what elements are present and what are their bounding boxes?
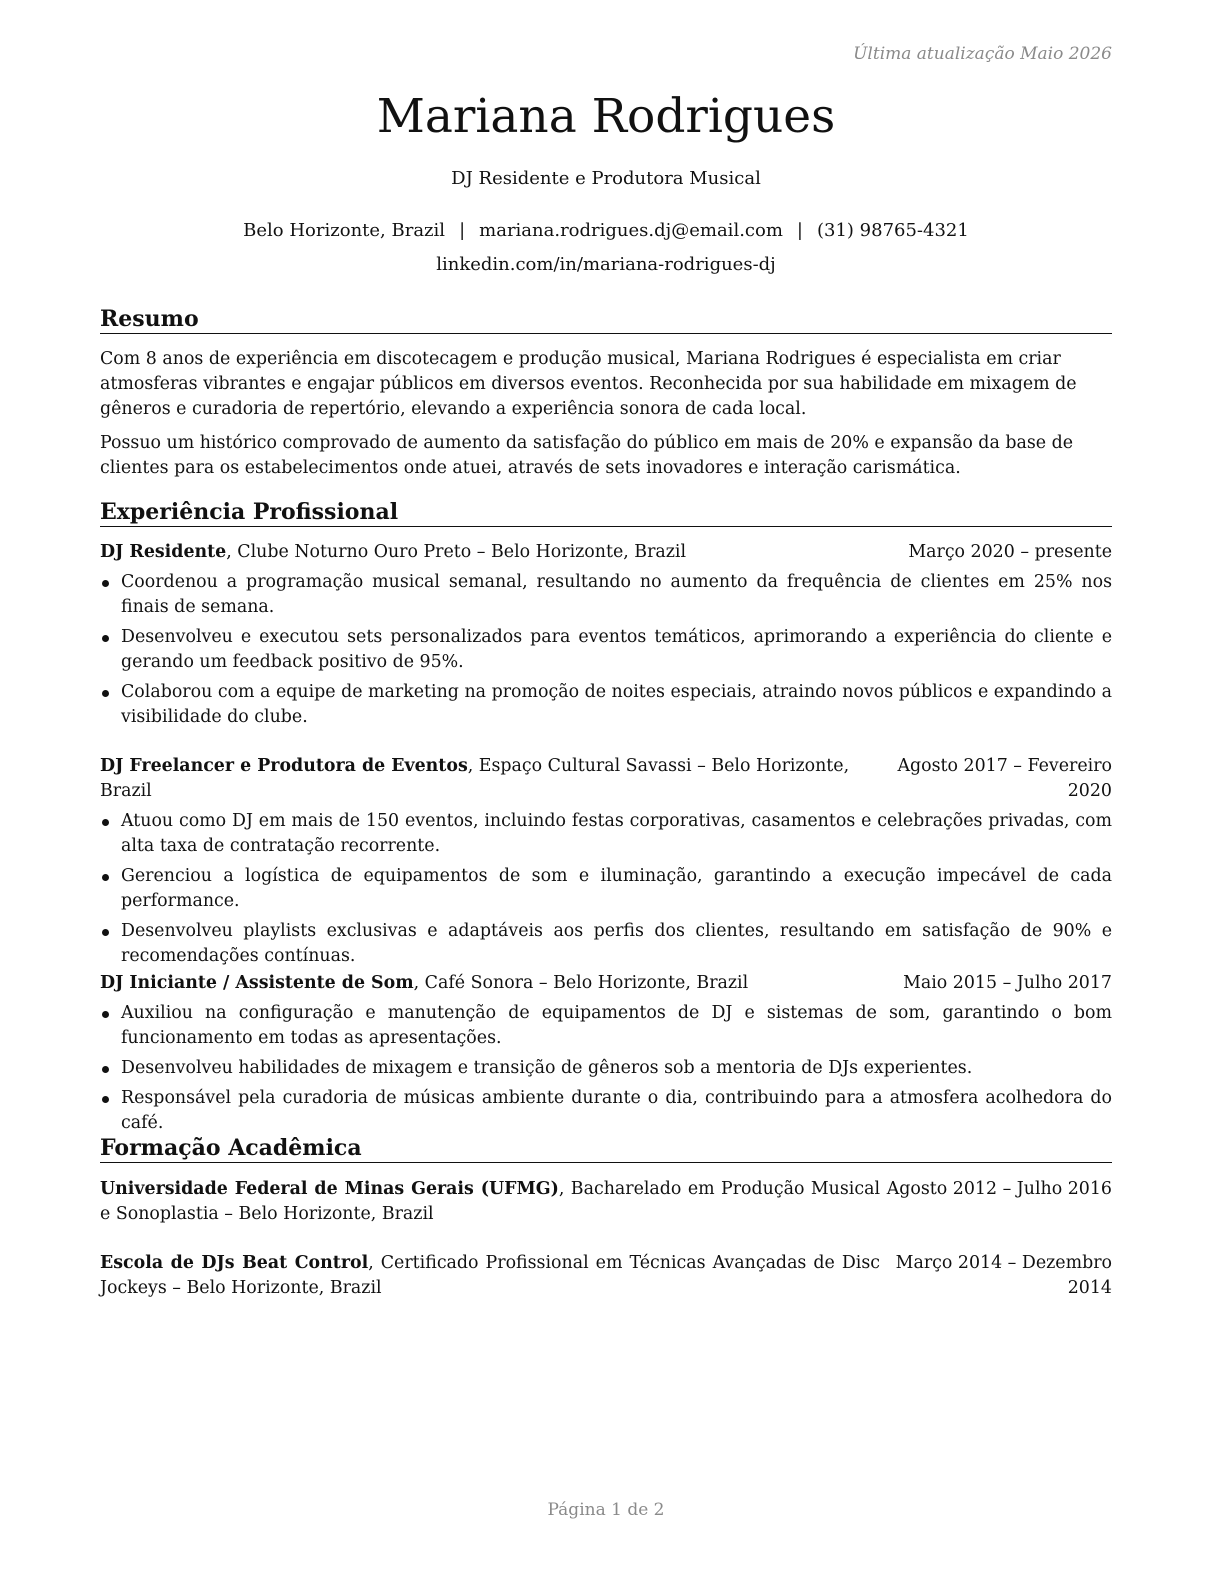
section-title-education: Formação Acadêmica [100,1134,1112,1163]
location: Belo Horizonte, Brazil [243,220,446,241]
school-name: Escola de DJs Beat Control [100,1253,369,1273]
education-dates: Março 2014 – Dezembro 2014 [895,1253,1112,1298]
bullet-text: Gerenciou a logística de equipamentos de som e iluminação, garantindo a execução impecável de cada performance. [121,866,1112,911]
school-name: Universidade Federal de Minas Gerais (UFMG) [100,1179,559,1199]
bullet-text: Auxiliou na configuração e manutenção de equipamentos de DJ e sistemas de som, garantindo o bom funcionamento em todas as apresentações. [121,1003,1112,1048]
job-place: , Clube Noturno Ouro Preto – Belo Horizonte, Brazil [226,542,687,562]
bullet-icon [102,690,109,697]
list-item [100,570,1112,620]
resume-page [100,0,1112,1584]
job-bullets [100,570,1112,735]
bullet-icon [102,1096,109,1103]
phone: (31) 98765-4321 [817,220,969,241]
page-number: Página 1 de 2 [547,1500,665,1520]
list-item [100,680,1112,730]
job-role: DJ Freelancer e Produtora de Eventos [100,756,468,776]
contact-line [100,219,1112,243]
education-dates: Agosto 2012 – Julho 2016 [886,1179,1112,1199]
bullet-text: Responsável pela curadoria de músicas ambiente durante o dia, contribuindo para a atmosfera acolhedora do café. [121,1088,1112,1133]
last-updated: Última atualização Maio 2026 [853,44,1112,64]
list-item [100,1086,1112,1136]
job-header [100,971,1112,996]
education-line [100,1251,880,1301]
bullet-icon [102,1011,109,1018]
job-place: , Café Sonora – Belo Horizonte, Brazil [413,973,749,993]
list-item [100,1056,1112,1081]
job-title-line [100,754,880,804]
education-item [100,1251,1112,1301]
bullet-icon [102,874,109,881]
linkedin-link[interactable]: linkedin.com/in/mariana-rodrigues-dj [436,254,776,275]
list-item [100,625,1112,675]
bullet-icon [102,635,109,642]
list-item [100,919,1112,969]
education-item [100,1177,1112,1227]
bullet-text: Colaborou com a equipe de marketing na promoção de noites especiais, atraindo novos públicos e expandindo a visibilidade do clube. [121,682,1112,727]
job-bullets [100,1001,1112,1141]
job-title-line [100,540,686,565]
bullet-text: Atuou como DJ em mais de 150 eventos, incluindo festas corporativas, casamentos e celebrações privadas, com alta taxa de contratação recorrente. [121,811,1112,856]
candidate-role: DJ Residente e Produtora Musical [451,168,761,189]
job-place: , Espaço Cultural Savassi – Belo Horizonte, Brazil [100,756,850,801]
job-dates: Maio 2015 – Julho 2017 [903,973,1112,993]
bullet-icon [102,819,109,826]
bullet-icon [102,929,109,936]
job-dates: Março 2020 – presente [908,542,1112,562]
candidate-name: Mariana Rodrigues [376,89,836,144]
list-item [100,864,1112,914]
summary-paragraph: Possuo um histórico comprovado de aumento da satisfação do público em mais de 20% e expansão da base de clientes para os estabelecimentos onde atuei, através de sets inovadores e interação carismática. [100,433,1074,478]
job-title-line [100,971,748,996]
bullet-text: Coordenou a programação musical semanal, resultando no aumento da frequência de clientes em 25% nos finais de semana. [121,572,1112,617]
separator: | [459,220,466,241]
job-dates: Agosto 2017 – Fevereiro 2020 [897,756,1112,801]
bullet-text: Desenvolveu habilidades de mixagem e transição de gêneros sob a mentoria de DJs experientes. [121,1058,973,1078]
bullet-text: Desenvolveu e executou sets personalizados para eventos temáticos, aprimorando a experiência do cliente e gerando um feedback positivo de 95%. [121,627,1112,672]
education-detail: , Certificado Profissional em Técnicas Avançadas de Disc Jockeys – Belo Horizonte, Brazil [100,1253,881,1298]
separator: | [796,220,803,241]
email-link[interactable]: mariana.rodrigues.dj@email.com [479,220,783,241]
section-title-experience: Experiência Profissional [100,498,1112,527]
education-line [100,1177,880,1227]
summary-paragraph: Com 8 anos de experiência em discotecagem e produção musical, Mariana Rodrigues é especialista em criar atmosferas vibrantes e engajar públicos em diversos eventos. Reconhecida por sua habilidade em mixagem de gêneros e curadoria de repertório, elevando a experiência sonora de cada local. [100,349,1077,419]
section-title-summary: Resumo [100,305,1112,334]
bullet-icon [102,580,109,587]
bullet-text: Desenvolveu playlists exclusivas e adaptáveis aos perfis dos clientes, resultando em satisfação de 90% e recomendações contínuas. [121,921,1112,966]
list-item [100,1001,1112,1051]
job-header [100,540,1112,565]
job-role: DJ Iniciante / Assistente de Som [100,973,414,993]
bullet-icon [102,1066,109,1073]
job-role: DJ Residente [100,542,227,562]
job-header [100,754,1112,804]
job-bullets [100,809,1112,974]
list-item [100,809,1112,859]
education-detail: , Bacharelado em Produção Musical e Sonoplastia – Belo Horizonte, Brazil [100,1179,881,1224]
